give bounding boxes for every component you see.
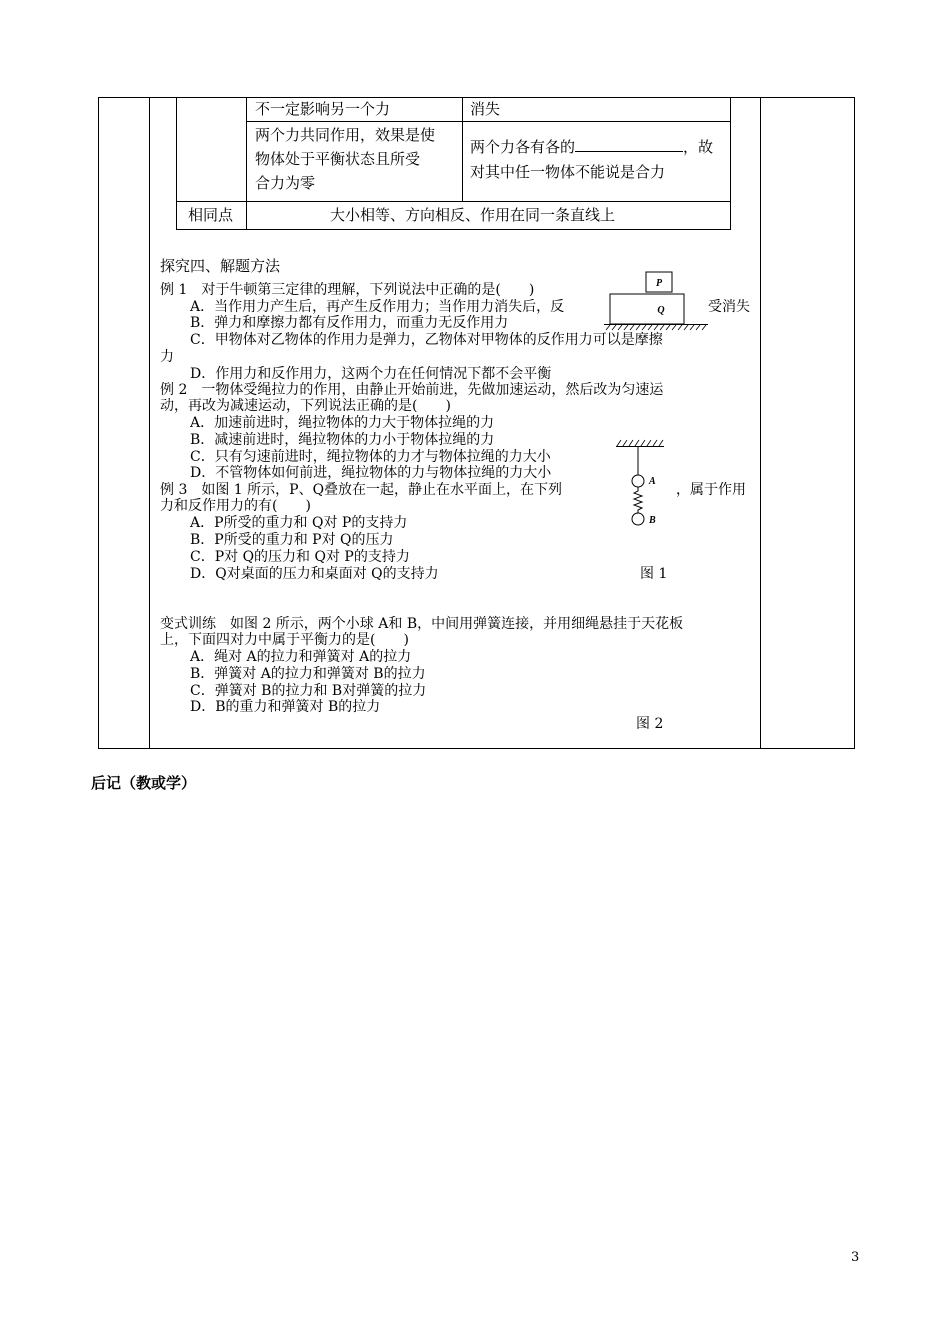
ex3-option-b: B．P所受的重力和 P对 Q的压力 bbox=[190, 532, 394, 548]
cmp-row2-right-2: 对其中任一物体不能说是合力 bbox=[470, 163, 666, 181]
ex1-stem: 例 1 对于牛顿第三定律的理解，下列说法中正确的是( ) bbox=[160, 282, 535, 298]
cmp-row1-left: 不一定影响另一个力 bbox=[255, 100, 391, 118]
fill-in-blank bbox=[575, 137, 683, 152]
cmp-col-0 bbox=[176, 97, 177, 230]
ball-a bbox=[632, 475, 644, 487]
ex3-option-a: A．P所受的重力和 Q对 P的支持力 bbox=[190, 515, 408, 531]
ex2-option-d: D．不管物体如何前进，绳拉物体的力与物体拉绳的力大小 bbox=[190, 465, 552, 481]
ex1-option-a: A．当作用力产生后，再产生反作用力；当作用力消失后，反 bbox=[190, 299, 565, 315]
figure-2-spring bbox=[612, 436, 676, 532]
page-number: 3 bbox=[851, 1250, 860, 1265]
ball-b bbox=[632, 513, 644, 525]
cmp-row2-left-2: 物体处于平衡状态且所受 bbox=[255, 150, 421, 168]
ex3-stem-line1: 例 3 如图 1 所示，P、Q叠放在一起，静止在水平面上，在下列 bbox=[160, 482, 563, 498]
outer-right-border bbox=[854, 97, 855, 749]
cmp-col-1 bbox=[246, 97, 247, 230]
ex3-stem-line1-tail: ，属于作用 bbox=[676, 482, 746, 498]
variant-stem-line1: 变式训练 如图 2 所示，两个小球 A和 B，中间用弹簧连接，并用细绳悬挂于天花板 bbox=[160, 616, 684, 632]
cmp-row2-right-prefix: 两个力各有各的 bbox=[470, 138, 576, 156]
cmp-row1-right: 消失 bbox=[470, 100, 501, 118]
cmp-row2-left-3: 合力为零 bbox=[255, 174, 316, 192]
ex3-option-d: D．Q对桌面的压力和桌面对 Q的支持力 bbox=[190, 566, 439, 582]
ex2-option-c: C．只有匀速前进时，绳拉物体的力才与物体拉绳的力大小 bbox=[190, 449, 551, 465]
cmp-row2-right-suffix: ，故 bbox=[683, 138, 714, 156]
block-q-label: Q bbox=[657, 305, 665, 316]
cmp-row-bottom bbox=[176, 229, 731, 230]
ex1-option-c-line1: C．甲物体对乙物体的作用力是弹力，乙物体对甲物体的反作用力可以是摩擦 bbox=[190, 332, 663, 348]
cmp-row2-right-1 bbox=[470, 135, 713, 159]
variant-option-a: A．绳对 A的拉力和弹簧对 A的拉力 bbox=[190, 649, 412, 665]
cmp-col-2 bbox=[462, 97, 463, 201]
cmp-row2-left-1: 两个力共同作用，效果是使 bbox=[255, 126, 436, 144]
ex3-option-c: C．P对 Q的压力和 Q对 P的支持力 bbox=[190, 549, 410, 565]
outer-left-border bbox=[98, 97, 99, 749]
postscript-heading: 后记（教或学） bbox=[91, 774, 197, 792]
cmp-row-sep-2 bbox=[176, 201, 731, 202]
figure-1-blocks bbox=[604, 270, 708, 332]
variant-stem-line2: 上，下面四对力中属于平衡力的是( ) bbox=[160, 632, 409, 648]
variant-option-c: C．弹簧对 B的拉力和 B对弹簧的拉力 bbox=[190, 683, 427, 699]
figure-2-caption: 图 2 bbox=[636, 716, 664, 732]
ex1-option-c-line2: 力 bbox=[160, 349, 174, 365]
cmp-same-value: 大小相等、方向相反、作用在同一条直线上 bbox=[330, 206, 616, 224]
inner-left-border bbox=[149, 97, 150, 749]
ex2-option-b: B．减速前进时，绳拉物体的力小于物体拉绳的力 bbox=[190, 432, 495, 448]
ex3-stem-line2: 力和反作用力的有( ) bbox=[160, 498, 311, 514]
figure-1-caption: 图 1 bbox=[640, 566, 668, 582]
ex2-stem-line2: 动，再改为减速运动，下列说法正确的是( ) bbox=[160, 398, 451, 414]
outer-bottom-border bbox=[98, 748, 855, 749]
variant-option-b: B．弹簧对 A的拉力和弹簧对 B的拉力 bbox=[190, 666, 426, 682]
ceiling-hatch bbox=[617, 440, 663, 446]
ex1-option-a-tail: 受消失 bbox=[708, 299, 750, 315]
variant-option-d: D．B的重力和弹簧对 B的拉力 bbox=[190, 699, 381, 715]
cmp-row-sep-1 bbox=[246, 121, 731, 122]
ex2-stem-line1: 例 2 一物体受绳拉力的作用，由静止开始前进，先做加速运动，然后改为匀速运 bbox=[160, 382, 664, 398]
spring-coil bbox=[634, 487, 642, 513]
inner-right-border bbox=[760, 97, 761, 749]
ex2-option-a: A．加速前进时，绳拉物体的力大于物体拉绳的力 bbox=[190, 415, 495, 431]
ex1-option-d: D．作用力和反作用力，这两个力在任何情况下都不会平衡 bbox=[190, 366, 552, 382]
ball-b-label: B bbox=[649, 515, 656, 526]
section-title: 探究四、解题方法 bbox=[160, 257, 281, 275]
cmp-same-label: 相同点 bbox=[188, 206, 234, 224]
ground-hatch bbox=[606, 325, 706, 330]
ex1-option-b: B．弹力和摩擦力都有反作用力，而重力无反作用力 bbox=[190, 315, 509, 331]
block-p-label: P bbox=[655, 278, 663, 289]
block-q bbox=[610, 294, 684, 324]
cmp-col-3 bbox=[730, 97, 731, 230]
ball-a-label: A bbox=[649, 476, 656, 487]
